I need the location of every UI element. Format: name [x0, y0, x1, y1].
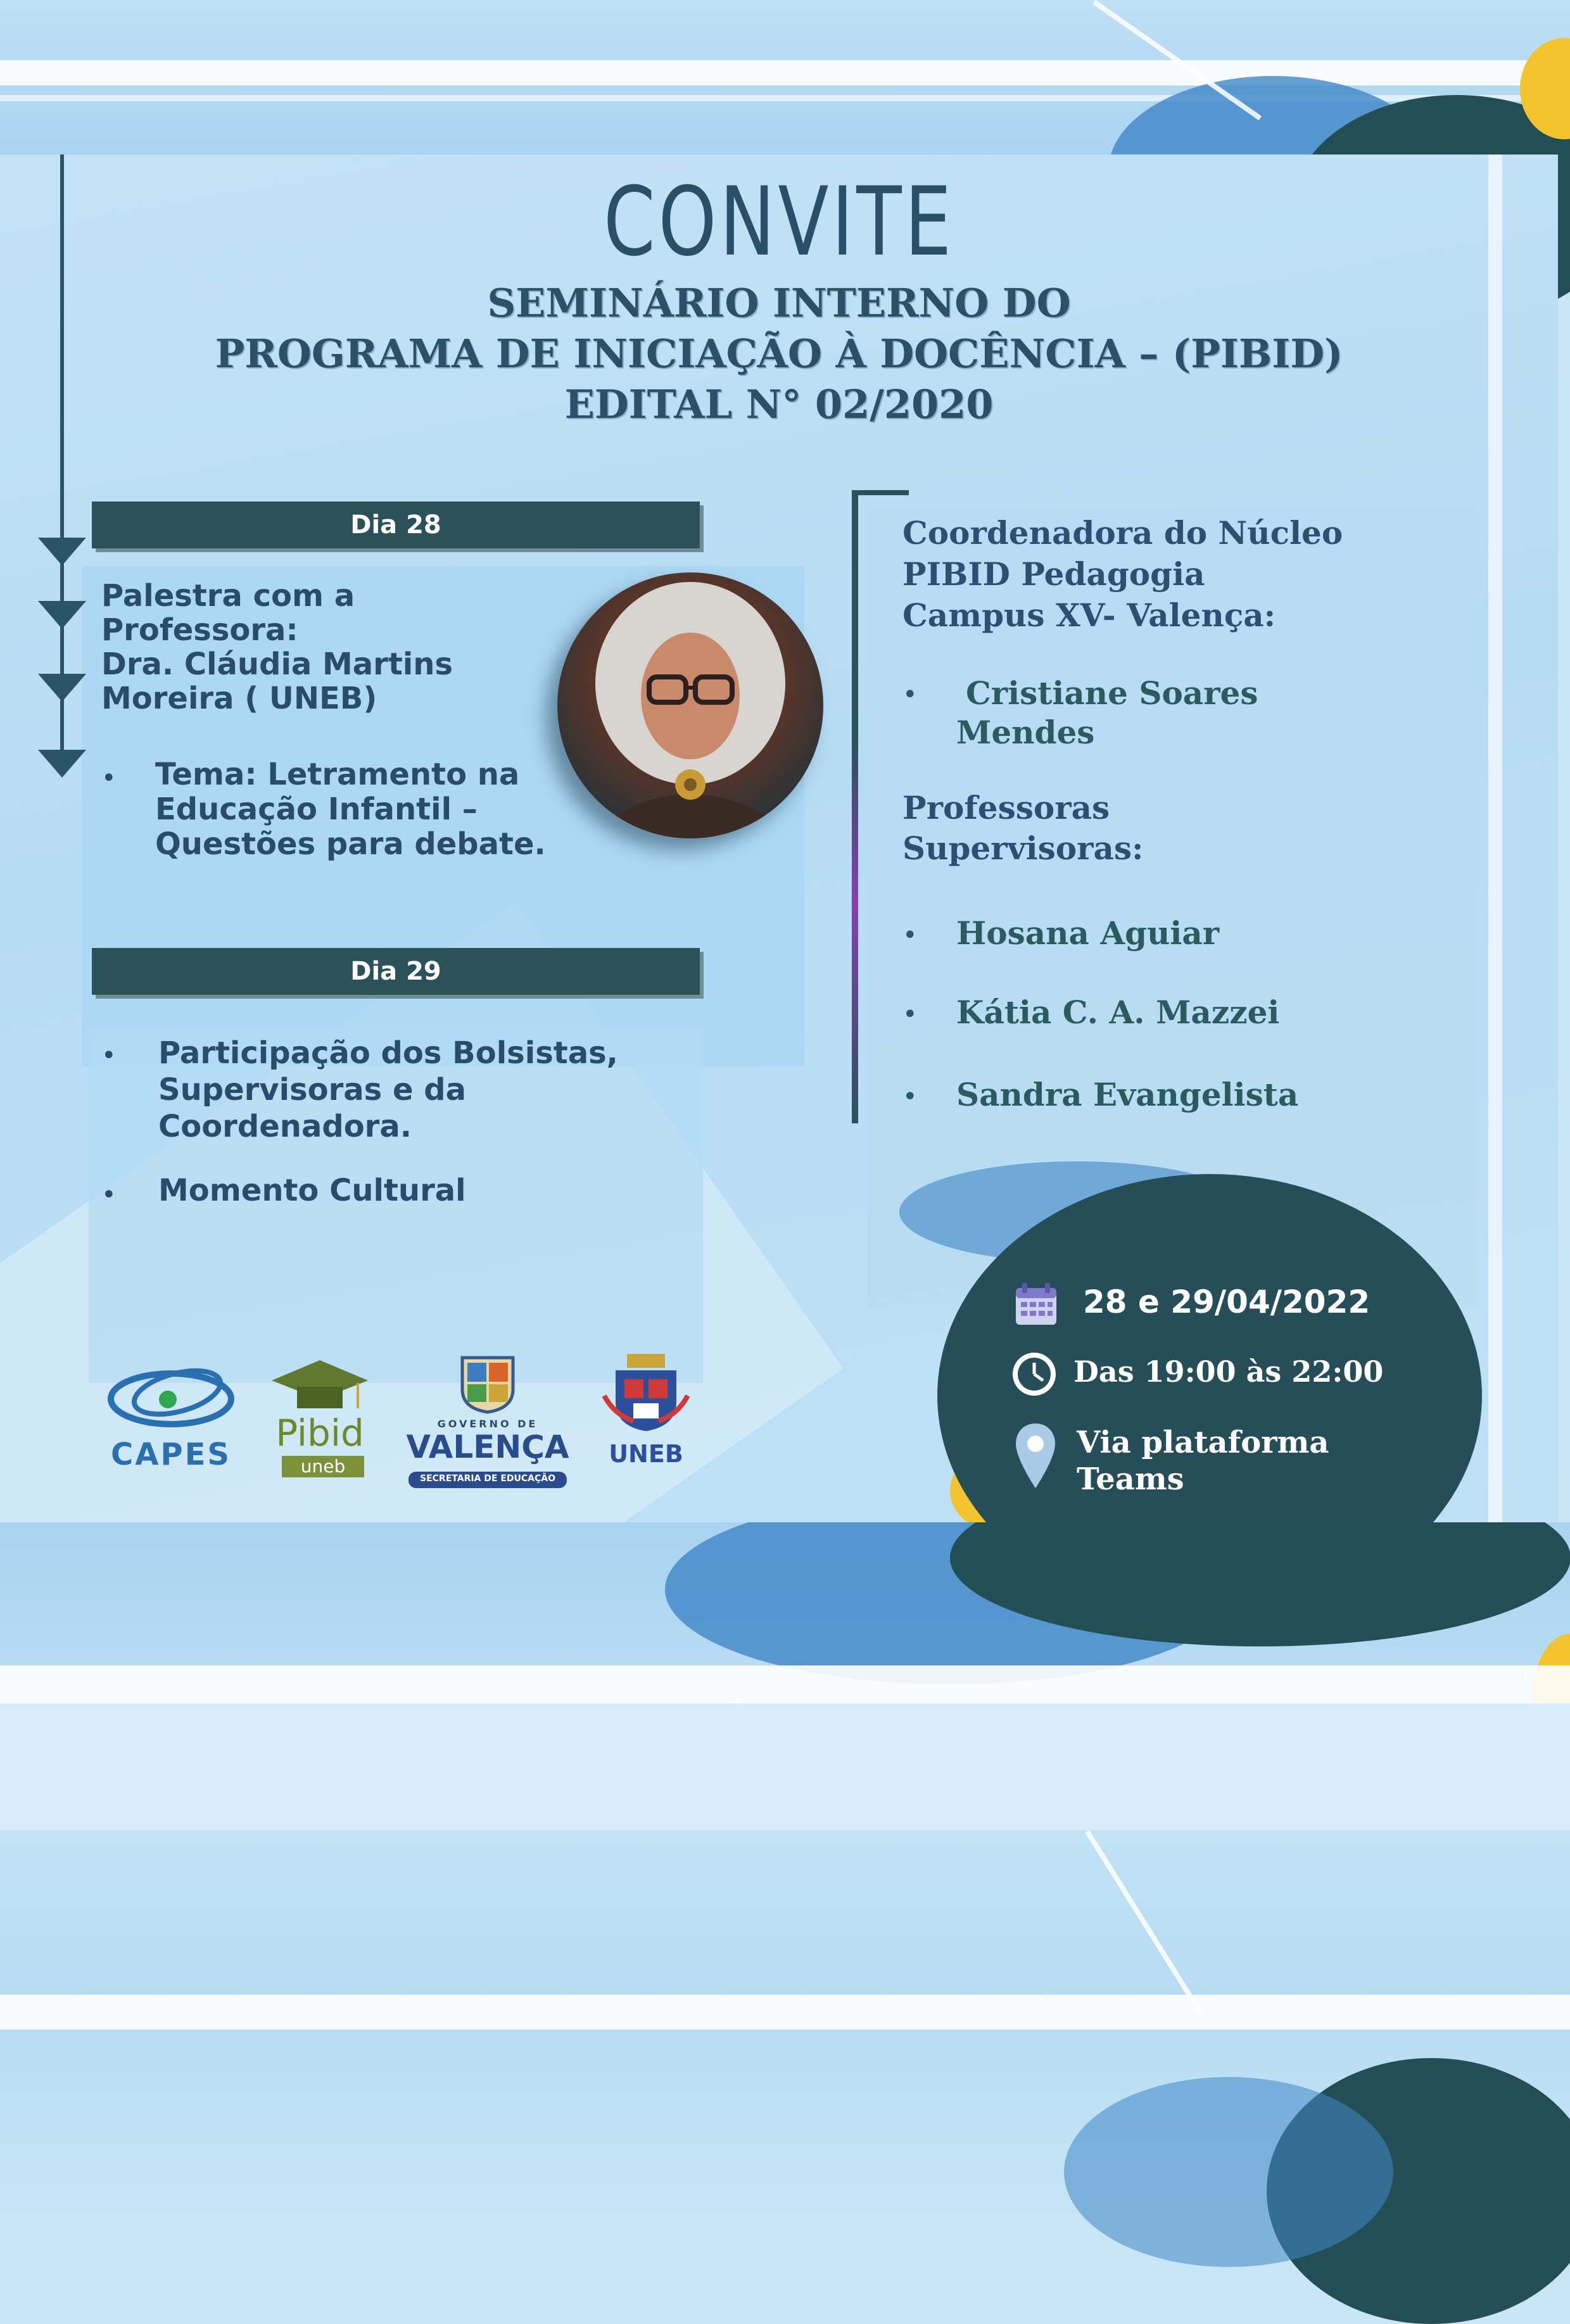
- calendar-icon: [1013, 1282, 1059, 1327]
- day29-bullet-1: •: [101, 1041, 117, 1070]
- event-place: [1077, 1424, 1329, 1498]
- supervisor-bullet-3: •: [902, 1082, 918, 1111]
- location-pin-icon: [1013, 1421, 1058, 1491]
- day29-item-2: Momento Cultural: [158, 1173, 466, 1208]
- timeline-arrow-1: [38, 538, 86, 565]
- uneb-label: UNEB: [609, 1440, 683, 1468]
- supervisors-heading: [902, 788, 1143, 869]
- lecture-line-4: Moreira ( UNEB): [101, 681, 377, 716]
- pibid-sub-label: uneb: [300, 1456, 346, 1477]
- coordination-heading-line-2: PIBID Pedagogia: [902, 555, 1205, 593]
- lecture-text: [101, 579, 453, 716]
- valenca-sub-label: SECRETARIA DE EDUCAÇÃO: [420, 1474, 555, 1484]
- supervisors-heading-line-2: Supervisoras:: [902, 830, 1144, 867]
- coordination-heading-line-3: Campus XV- Valença:: [902, 597, 1276, 634]
- clock-icon: [1010, 1350, 1058, 1398]
- uneb-crest: [602, 1351, 690, 1434]
- day29-bar: [92, 948, 700, 995]
- bottom-white-stripe-1: [0, 1665, 1570, 1703]
- theme-line-1: Tema: Letramento na: [155, 757, 520, 792]
- top-white-stripe: [0, 60, 1570, 85]
- day29-item-1-line-2: Supervisoras e da: [158, 1072, 466, 1108]
- timeline-arrow-3: [38, 674, 86, 702]
- coordinator-name-line-1: Cristiane Soares: [966, 674, 1258, 712]
- coordination-heading: [902, 512, 1343, 636]
- bottom-white-stripe-2: [0, 1995, 1570, 2030]
- coordinator-bullet: •: [902, 680, 918, 709]
- coordination-vertical-line: [852, 490, 858, 1123]
- event-date: 28 e 29/04/2022: [1083, 1284, 1371, 1320]
- bottom-white-area: [0, 1703, 1570, 1830]
- capes-label: CAPES: [111, 1437, 231, 1472]
- pibid-logo-hat: [269, 1358, 370, 1415]
- theme-bullet: •: [101, 764, 117, 793]
- day29-label: Dia 29: [350, 957, 441, 986]
- supervisor-bullet-1: •: [902, 921, 918, 950]
- lecture-line-1: Palestra com a: [101, 578, 355, 614]
- day28-bar: [92, 502, 700, 548]
- subtitle-line-1: SEMINÁRIO INTERNO DO: [487, 280, 1071, 326]
- supervisor-item-3: Sandra Evangelista: [956, 1076, 1299, 1113]
- page-title: CONVITE: [603, 167, 954, 277]
- supervisor-item-2: Kátia C. A. Mazzei: [956, 994, 1280, 1031]
- day29-item-1-line-3: Coordenadora.: [158, 1109, 412, 1144]
- valenca-label: VALENÇA: [406, 1429, 569, 1465]
- theme-line-2: Educação Infantil –: [155, 792, 478, 827]
- subtitle-line-2: PROGRAMA DE INICIAÇÃO À DOCÊNCIA – (PIBID): [215, 331, 1343, 377]
- theme-line-3: Questões para debate.: [155, 826, 546, 862]
- invitation-card: [0, 155, 1558, 1522]
- pibid-label: Pibid: [275, 1411, 364, 1455]
- supervisor-bullet-2: •: [902, 1000, 918, 1029]
- supervisor-item-1: Hosana Aguiar: [956, 914, 1220, 952]
- corner-blue-shape: [1064, 2077, 1393, 2267]
- speaker-illustration: [557, 572, 823, 838]
- lecture-line-2: Professora:: [101, 612, 298, 648]
- timeline-line: [60, 155, 64, 750]
- day29-bullet-2: •: [101, 1180, 117, 1209]
- day29-item-1-line-1: Participação dos Bolsistas,: [158, 1035, 618, 1071]
- coordinator-name: [956, 674, 1258, 752]
- event-place-line-1: Via plataforma: [1077, 1425, 1329, 1460]
- valenca-crest: [456, 1351, 519, 1415]
- coordinator-name-line-2: Mendes: [956, 714, 1095, 751]
- event-time: Das 19:00 às 22:00: [1073, 1355, 1384, 1389]
- timeline-arrow-4: [38, 750, 86, 778]
- subtitle-line-3: EDITAL N° 02/2020: [564, 381, 994, 427]
- coordination-heading-line-1: Coordenadora do Núcleo: [902, 514, 1343, 552]
- day29-item-1: [158, 1035, 618, 1145]
- day28-label: Dia 28: [350, 510, 441, 540]
- supervisors-heading-line-1: Professoras: [902, 789, 1110, 826]
- theme-text: [155, 757, 546, 862]
- timeline-arrow-2: [38, 601, 86, 629]
- valenca-top-label: GOVERNO DE: [437, 1418, 538, 1430]
- event-place-line-2: Teams: [1077, 1462, 1184, 1497]
- coordination-bracket: [852, 490, 909, 495]
- lecture-line-3: Dra. Cláudia Martins: [101, 647, 453, 682]
- speaker-photo: [557, 572, 823, 838]
